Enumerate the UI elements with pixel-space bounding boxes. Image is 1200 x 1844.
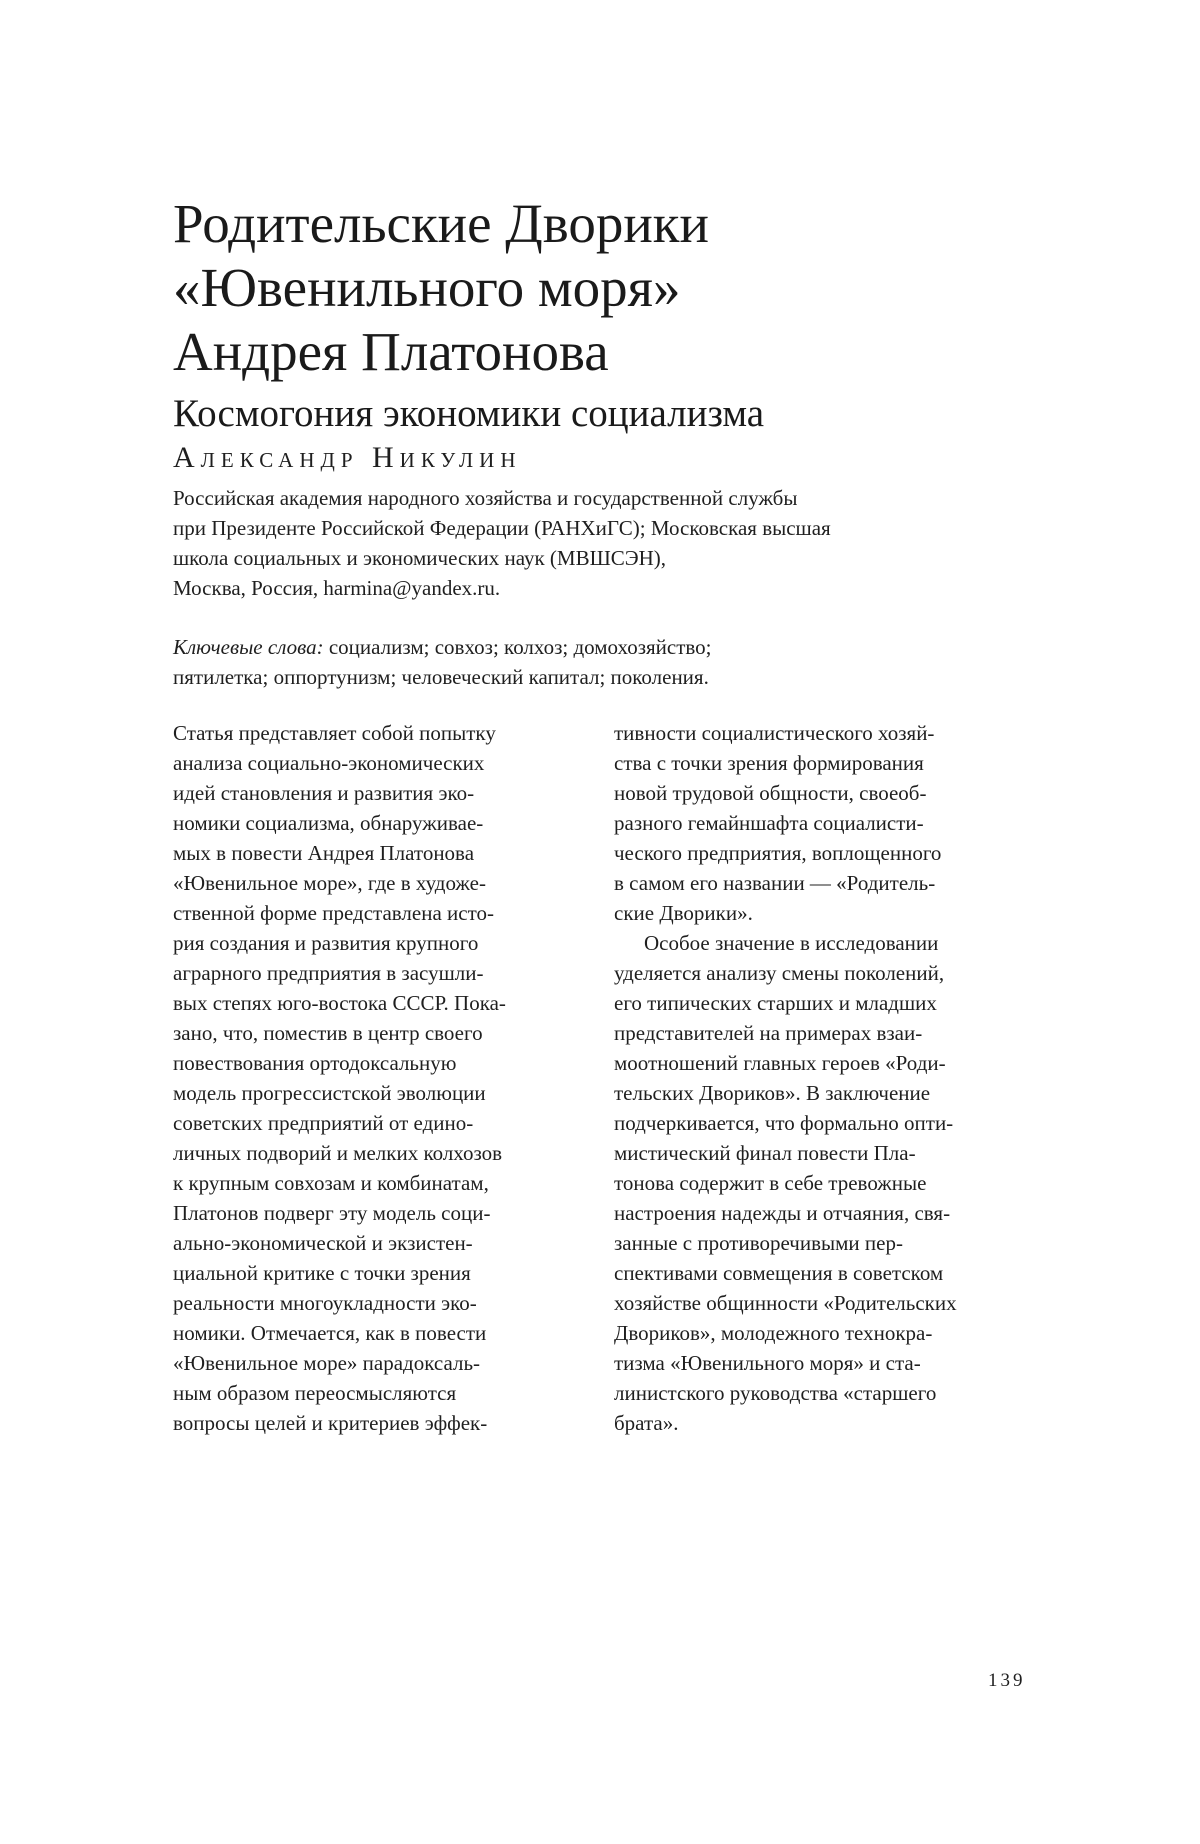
abstract-line: Статья представляет собой попытку [173,721,496,745]
abstract-line: личных подворий и мелких колхозов [173,1141,503,1165]
abstract-left-column [173,718,583,1438]
keywords-label: Ключевые слова: [173,635,324,659]
abstract-line: настроения надежды и отчаяния, свя- [614,1201,951,1225]
abstract-line: подчеркивается, что формально опти- [614,1111,954,1135]
abstract-line: Особое значение в исследовании [644,931,939,955]
abstract-line: ства с точки зрения формирования [614,751,924,775]
abstract-line: ально-экономической и экзистен- [173,1231,473,1255]
abstract-line: циальной критике с точки зрения [173,1261,471,1285]
abstract-line: Платонов подверг эту модель соци- [173,1201,491,1225]
keywords-line-1 [173,632,1033,662]
abstract-line: к крупным совхозам и комбинатам, [173,1171,489,1195]
abstract-line: вых степях юго-востока СССР. Пока- [173,991,506,1015]
keywords-text-1: социализм; совхоз; колхоз; домохозяйство; [323,635,712,659]
article-title-line-2: «Ювенильного моря» [173,257,681,318]
abstract-line: его типических старших и младших [614,991,937,1015]
abstract-line: зано, что, поместив в центр своего [173,1021,483,1045]
abstract-line: спективами совмещения в советском [614,1261,944,1285]
abstract-line: повествования ортодоксальную [173,1051,457,1075]
abstract-line: новой трудовой общности, своеоб- [614,781,927,805]
abstract-line: реальности многоукладности эко- [173,1291,477,1315]
affiliation-line: школа социальных и экономических наук (МВШСЭН), [173,546,667,570]
affiliation-line: Российская академия народного хозяйства и государственной службы [173,486,798,510]
author-name: Александр Никулин [173,441,522,474]
abstract-line: в самом его названии — «Родитель- [614,871,936,895]
keywords-block [173,632,1033,692]
keywords-line-2: пятилетка; оппортунизм; человеческий капитал; поколения. [173,665,709,689]
author-affiliation [173,483,1003,603]
abstract-line: ческого предприятия, воплощенного [614,841,942,865]
abstract-line: хозяйстве общинности «Родительских [614,1291,957,1315]
abstract-line: идей становления и развития эко- [173,781,475,805]
abstract-line: моотношений главных героев «Роди- [614,1051,946,1075]
abstract-line: «Ювенильное море» парадоксаль- [173,1351,481,1375]
abstract-line: занные с противоречивыми пер- [614,1231,903,1255]
abstract-line: номики. Отмечается, как в повести [173,1321,487,1345]
abstract-line: брата». [614,1411,679,1435]
article-title-block [173,192,1073,440]
abstract-line: модель прогрессистской эволюции [173,1081,486,1105]
abstract-line: ские Дворики». [614,901,753,925]
abstract-line: мых в повести Андрея Платонова [173,841,475,865]
abstract-line: советских предприятий от едино- [173,1111,474,1135]
abstract-right-column [614,718,1024,1438]
abstract-line: анализа социально-экономических [173,751,485,775]
abstract-line: «Ювенильное море», где в художе- [173,871,486,895]
abstract-line: вопросы целей и критериев эффек- [173,1411,488,1435]
abstract-line: разного гемайншафта социалисти- [614,811,924,835]
abstract-line: аграрного предприятия в засушли- [173,961,484,985]
page-number: 139 [988,1670,1026,1691]
affiliation-line: при Президенте Российской Федерации (РАНХиГС); Московская высшая [173,516,831,540]
abstract-line: тизма «Ювенильного моря» и ста- [614,1351,921,1375]
abstract-line: ным образом переосмысляются [173,1381,457,1405]
abstract-line: тельских Двориков». В заключение [614,1081,931,1105]
abstract-line: тонова содержит в себе тревожные [614,1171,927,1195]
abstract-line: ственной форме представлена исто- [173,901,494,925]
affiliation-line: Москва, Россия, harmina@yandex.ru. [173,576,501,600]
abstract-line: линистского руководства «старшего [614,1381,937,1405]
abstract-line: тивности социалистического хозяй- [614,721,935,745]
abstract-line: Двориков», молодежного технокра- [614,1321,933,1345]
abstract-line: представителей на примерах взаи- [614,1021,923,1045]
article-title-line-3: Андрея Платонова [173,321,609,382]
abstract-line: мистический финал повести Пла- [614,1141,916,1165]
abstract-line: номики социализма, обнаруживае- [173,811,484,835]
abstract-line: рия создания и развития крупного [173,931,479,955]
article-title-line-1: Родительские Дворики [173,193,709,254]
abstract-line: уделяется анализу смены поколений, [614,961,945,985]
article-subtitle: Космогония экономики социализма [173,392,765,435]
